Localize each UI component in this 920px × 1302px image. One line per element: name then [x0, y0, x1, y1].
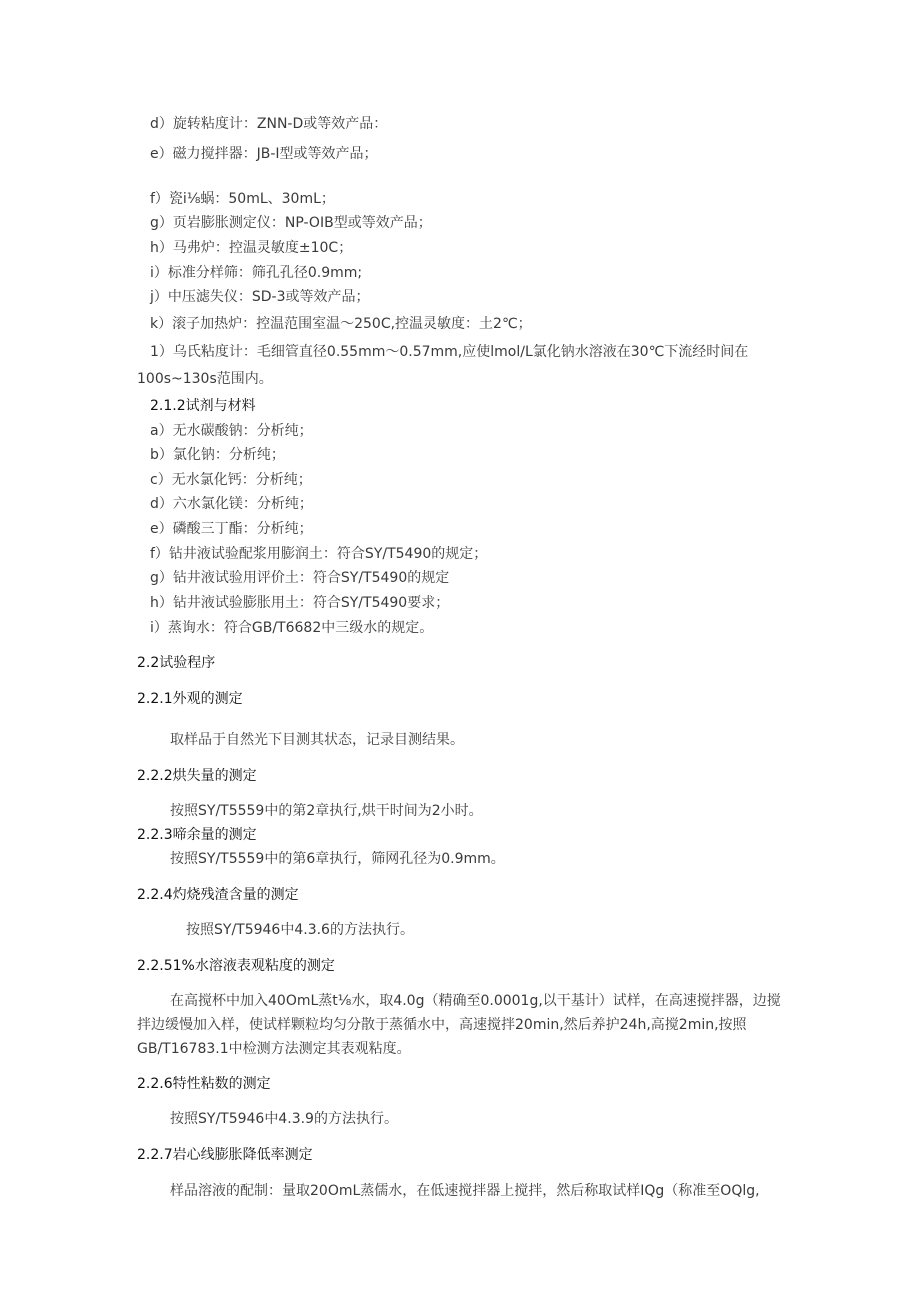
section-2-2-4-heading: 2.2.4灼烧残渣含量的测定 [137, 887, 299, 903]
equipment-item-h: h）马弗炉：控温灵敏度±10C； [150, 240, 353, 256]
equipment-item-j: j）中压滤失仪：SD-3或等效产品； [150, 289, 370, 305]
section-2-2-7-body: 样品溶液的配制：量取20OmL蒸儒水，在低速搅拌器上搅拌，然后称取试样IQg（称准至OQlg, [170, 1183, 760, 1199]
equipment-item-k: k）滚子加热炉：控温范围室温〜250C,控温灵敏度：土2℃； [150, 316, 532, 332]
reagent-item-f: f）钻井液试验配浆用膨润土：符合SY/T5490的规定； [150, 546, 488, 562]
section-2-2-5-body-line-3: GB/T16783.1中检测方法测定其表观粘度。 [137, 1041, 411, 1057]
section-2-2-2-body: 按照SY/T5559中的第2章执行,烘干时间为2小时。 [170, 803, 483, 819]
section-2-2-6-heading: 2.2.6特性粘数的测定 [137, 1076, 271, 1092]
equipment-item-e: e）磁力搅拌器：JB-I型或等效产品； [150, 146, 378, 162]
equipment-item-d: d）旋转粘度计：ZNN-D或等效产品： [150, 116, 388, 132]
section-2-2-5-body-line-1: 在高搅杯中加入40OmL蒸t⅛水，取4.0g（精确至0.0001g,以干基计）试样，在高速搅拌器，边搅 [170, 993, 781, 1009]
equipment-item-i: i）标准分样筛：筛孔孔径0.9mm; [150, 265, 363, 281]
equipment-item-g: g）页岩膨胀测定仪：NP-OIB型或等效产品； [150, 215, 432, 231]
section-2-2-2-heading: 2.2.2烘失量的测定 [137, 768, 257, 784]
section-2-1-2-heading: 2.1.2试剂与材料 [150, 398, 256, 414]
section-2-2-1-heading: 2.2.1外观的测定 [137, 691, 243, 707]
reagent-item-g: g）钻井液试验用评价土：符合SY/T5490的规定 [150, 570, 450, 586]
section-2-2-5-body-line-2: 拌边缓慢加入样，使试样颗粒均匀分散于蒸循水中，高速搅拌20min,然后养护24h,高搅2min,按照 [137, 1017, 747, 1033]
section-2-2-6-body: 按照SY/T5946中4.3.9的方法执行。 [170, 1111, 398, 1127]
reagent-item-d: d）六水氯化镁：分析纯； [150, 496, 313, 512]
section-2-2-4-body: 按照SY/T5946中4.3.6的方法执行。 [186, 922, 414, 938]
equipment-item-l: 1）乌氏粘度计：毛细管直径0.55mm～0.57mm,应使lmol∕L氯化钠水溶液在30℃下流经时间在 [150, 344, 749, 360]
reagent-item-a: a）无水碳酸钠：分析纯； [150, 423, 313, 439]
section-2-2-5-heading: 2.2.51%水溶液表观粘度的测定 [137, 958, 335, 974]
reagent-item-b: b）氯化钠：分析纯； [150, 447, 285, 463]
section-2-2-3-heading: 2.2.3啼余量的测定 [137, 827, 257, 843]
reagent-item-i: i）蒸询水：符合GB/T6682中三级水的规定。 [150, 620, 434, 636]
section-2-2-7-heading: 2.2.7岩心线膨胀降低率测定 [137, 1147, 313, 1163]
reagent-item-e: e）磷酸三丁酯：分析纯； [150, 521, 313, 537]
section-2-2-3-body: 按照SY/T5559中的第6章执行，筛网孔径为0.9mm。 [170, 851, 505, 867]
equipment-item-f: f）瓷i⅛蜗：50mL、30mL； [150, 191, 335, 207]
reagent-item-c: c）无水氯化钙：分析纯； [150, 472, 312, 488]
section-2-2-1-body: 取样品于自然光下目测其状态，记录目测结果。 [170, 732, 464, 748]
section-2-2-heading: 2.2试验程序 [137, 655, 216, 671]
equipment-item-l-cont: 100s~130s范围内。 [137, 371, 273, 387]
reagent-item-h: h）钻井液试验膨胀用土：符合SY/T5490要求； [150, 595, 450, 611]
